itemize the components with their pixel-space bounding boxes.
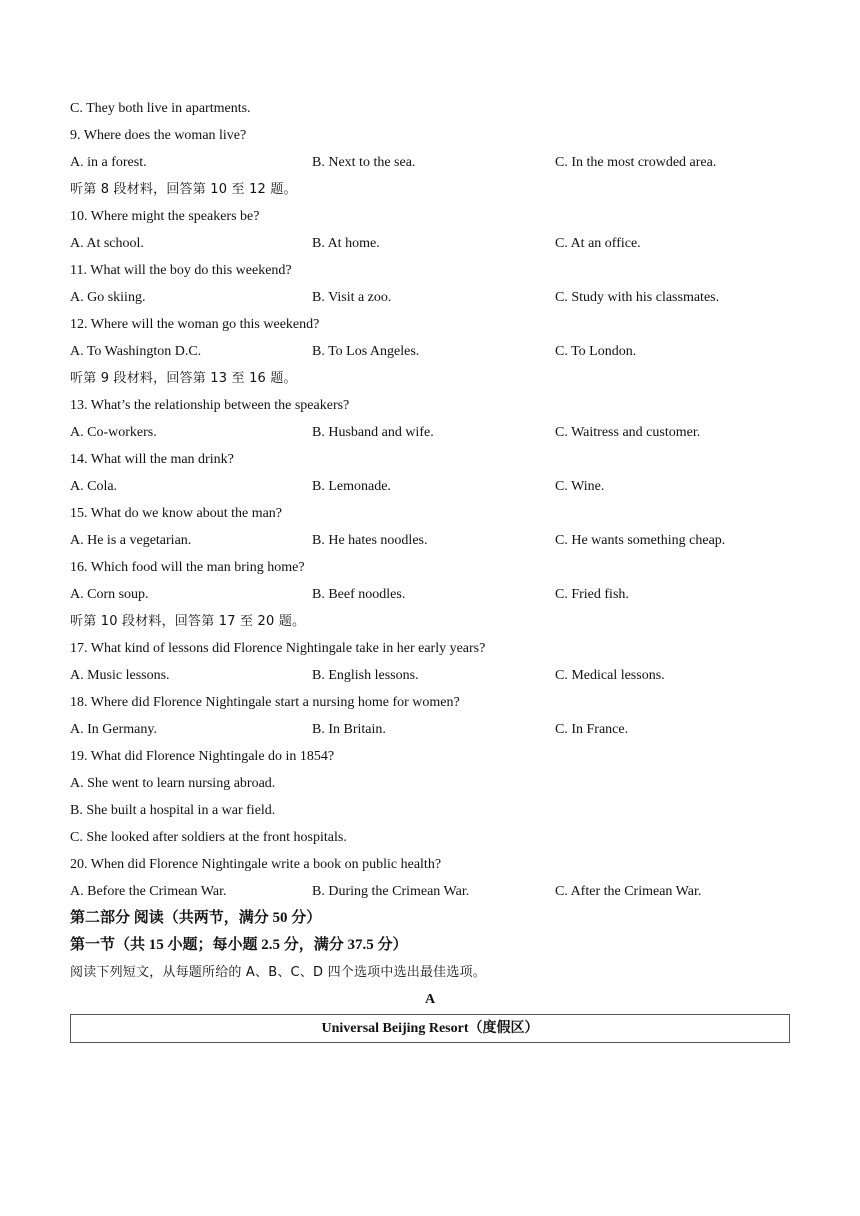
option-b: B. At home. <box>312 236 380 251</box>
question-line: 11. What will the boy do this weekend? <box>70 263 292 278</box>
instruction-line: 阅读下列短文，从每题所给的 A、B、C、D 四个选项中选出最佳选项。 <box>70 965 486 980</box>
question-line: 12. Where will the woman go this weekend? <box>70 317 320 332</box>
answer-options-row <box>70 878 790 905</box>
option-c: C. At an office. <box>555 236 641 251</box>
option-c: C. After the Crimean War. <box>555 884 702 899</box>
question-line: B. She built a hospital in a war field. <box>70 803 276 818</box>
option-c: C. Fried fish. <box>555 587 629 602</box>
question-line: 16. Which food will the man bring home? <box>70 560 305 575</box>
answer-options-row <box>70 716 790 743</box>
instruction-line: 听第 9 段材料，回答第 13 至 16 题。 <box>70 371 297 386</box>
option-a: A. Cola. <box>70 479 118 494</box>
question-line: 15. What do we know about the man? <box>70 506 283 521</box>
passage-label: A <box>424 992 436 1007</box>
option-c: C. Study with his classmates. <box>555 290 720 305</box>
question-line: 9. Where does the woman live? <box>70 128 247 143</box>
option-a: A. To Washington D.C. <box>70 344 202 359</box>
question-line: 10. Where might the speakers be? <box>70 209 260 224</box>
option-b: B. During the Crimean War. <box>312 884 470 899</box>
question-line: 13. What’s the relationship between the speakers? <box>70 398 350 413</box>
section-heading: 第二部分 阅读（共两节，满分 50 分） <box>70 910 322 926</box>
option-a: A. Music lessons. <box>70 668 170 683</box>
answer-options-row <box>70 581 790 608</box>
question-line: 19. What did Florence Nightingale do in 1854? <box>70 749 335 764</box>
instruction-line: 听第 10 段材料，回答第 17 至 20 题。 <box>70 614 306 629</box>
passage-title-box: Universal Beijing Resort（度假区） <box>70 1014 790 1043</box>
answer-options-row <box>70 473 790 500</box>
question-line: A. She went to learn nursing abroad. <box>70 776 276 791</box>
option-a: A. In Germany. <box>70 722 157 737</box>
answer-options-row <box>70 338 790 365</box>
answer-options-row <box>70 527 790 554</box>
section-heading: 第一节（共 15 小题；每小题 2.5 分，满分 37.5 分） <box>70 937 408 953</box>
option-c: C. To London. <box>555 344 637 359</box>
option-b: B. Beef noodles. <box>312 587 406 602</box>
option-b: B. In Britain. <box>312 722 386 737</box>
question-line: 20. When did Florence Nightingale write a book on public health? <box>70 857 442 872</box>
option-c: C. In the most crowded area. <box>555 155 717 170</box>
option-c: C. Wine. <box>555 479 605 494</box>
question-line: C. She looked after soldiers at the front hospitals. <box>70 830 347 845</box>
option-a: A. in a forest. <box>70 155 147 170</box>
question-line: 17. What kind of lessons did Florence Nightingale take in her early years? <box>70 641 486 656</box>
option-b: B. He hates noodles. <box>312 533 428 548</box>
option-b: B. Next to the sea. <box>312 155 416 170</box>
answer-options-row <box>70 284 790 311</box>
option-c: C. He wants something cheap. <box>555 533 726 548</box>
option-a: A. Go skiing. <box>70 290 146 305</box>
option-a: A. Corn soup. <box>70 587 149 602</box>
answer-options-row <box>70 149 790 176</box>
option-a: A. At school. <box>70 236 144 251</box>
option-a: A. Co-workers. <box>70 425 157 440</box>
answer-options-row <box>70 230 790 257</box>
answer-options-row <box>70 662 790 689</box>
option-b: B. Visit a zoo. <box>312 290 392 305</box>
option-c: C. In France. <box>555 722 629 737</box>
option-b: B. Lemonade. <box>312 479 391 494</box>
option-b: B. English lessons. <box>312 668 419 683</box>
option-c: C. Medical lessons. <box>555 668 665 683</box>
instruction-line: 听第 8 段材料，回答第 10 至 12 题。 <box>70 182 297 197</box>
document-body <box>70 95 790 1013</box>
answer-options-row <box>70 419 790 446</box>
question-line: C. They both live in apartments. <box>70 101 251 116</box>
option-a: A. He is a vegetarian. <box>70 533 192 548</box>
option-a: A. Before the Crimean War. <box>70 884 227 899</box>
question-line: 18. Where did Florence Nightingale start a nursing home for women? <box>70 695 460 710</box>
question-line: 14. What will the man drink? <box>70 452 234 467</box>
option-b: B. To Los Angeles. <box>312 344 420 359</box>
option-b: B. Husband and wife. <box>312 425 434 440</box>
option-c: C. Waitress and customer. <box>555 425 701 440</box>
